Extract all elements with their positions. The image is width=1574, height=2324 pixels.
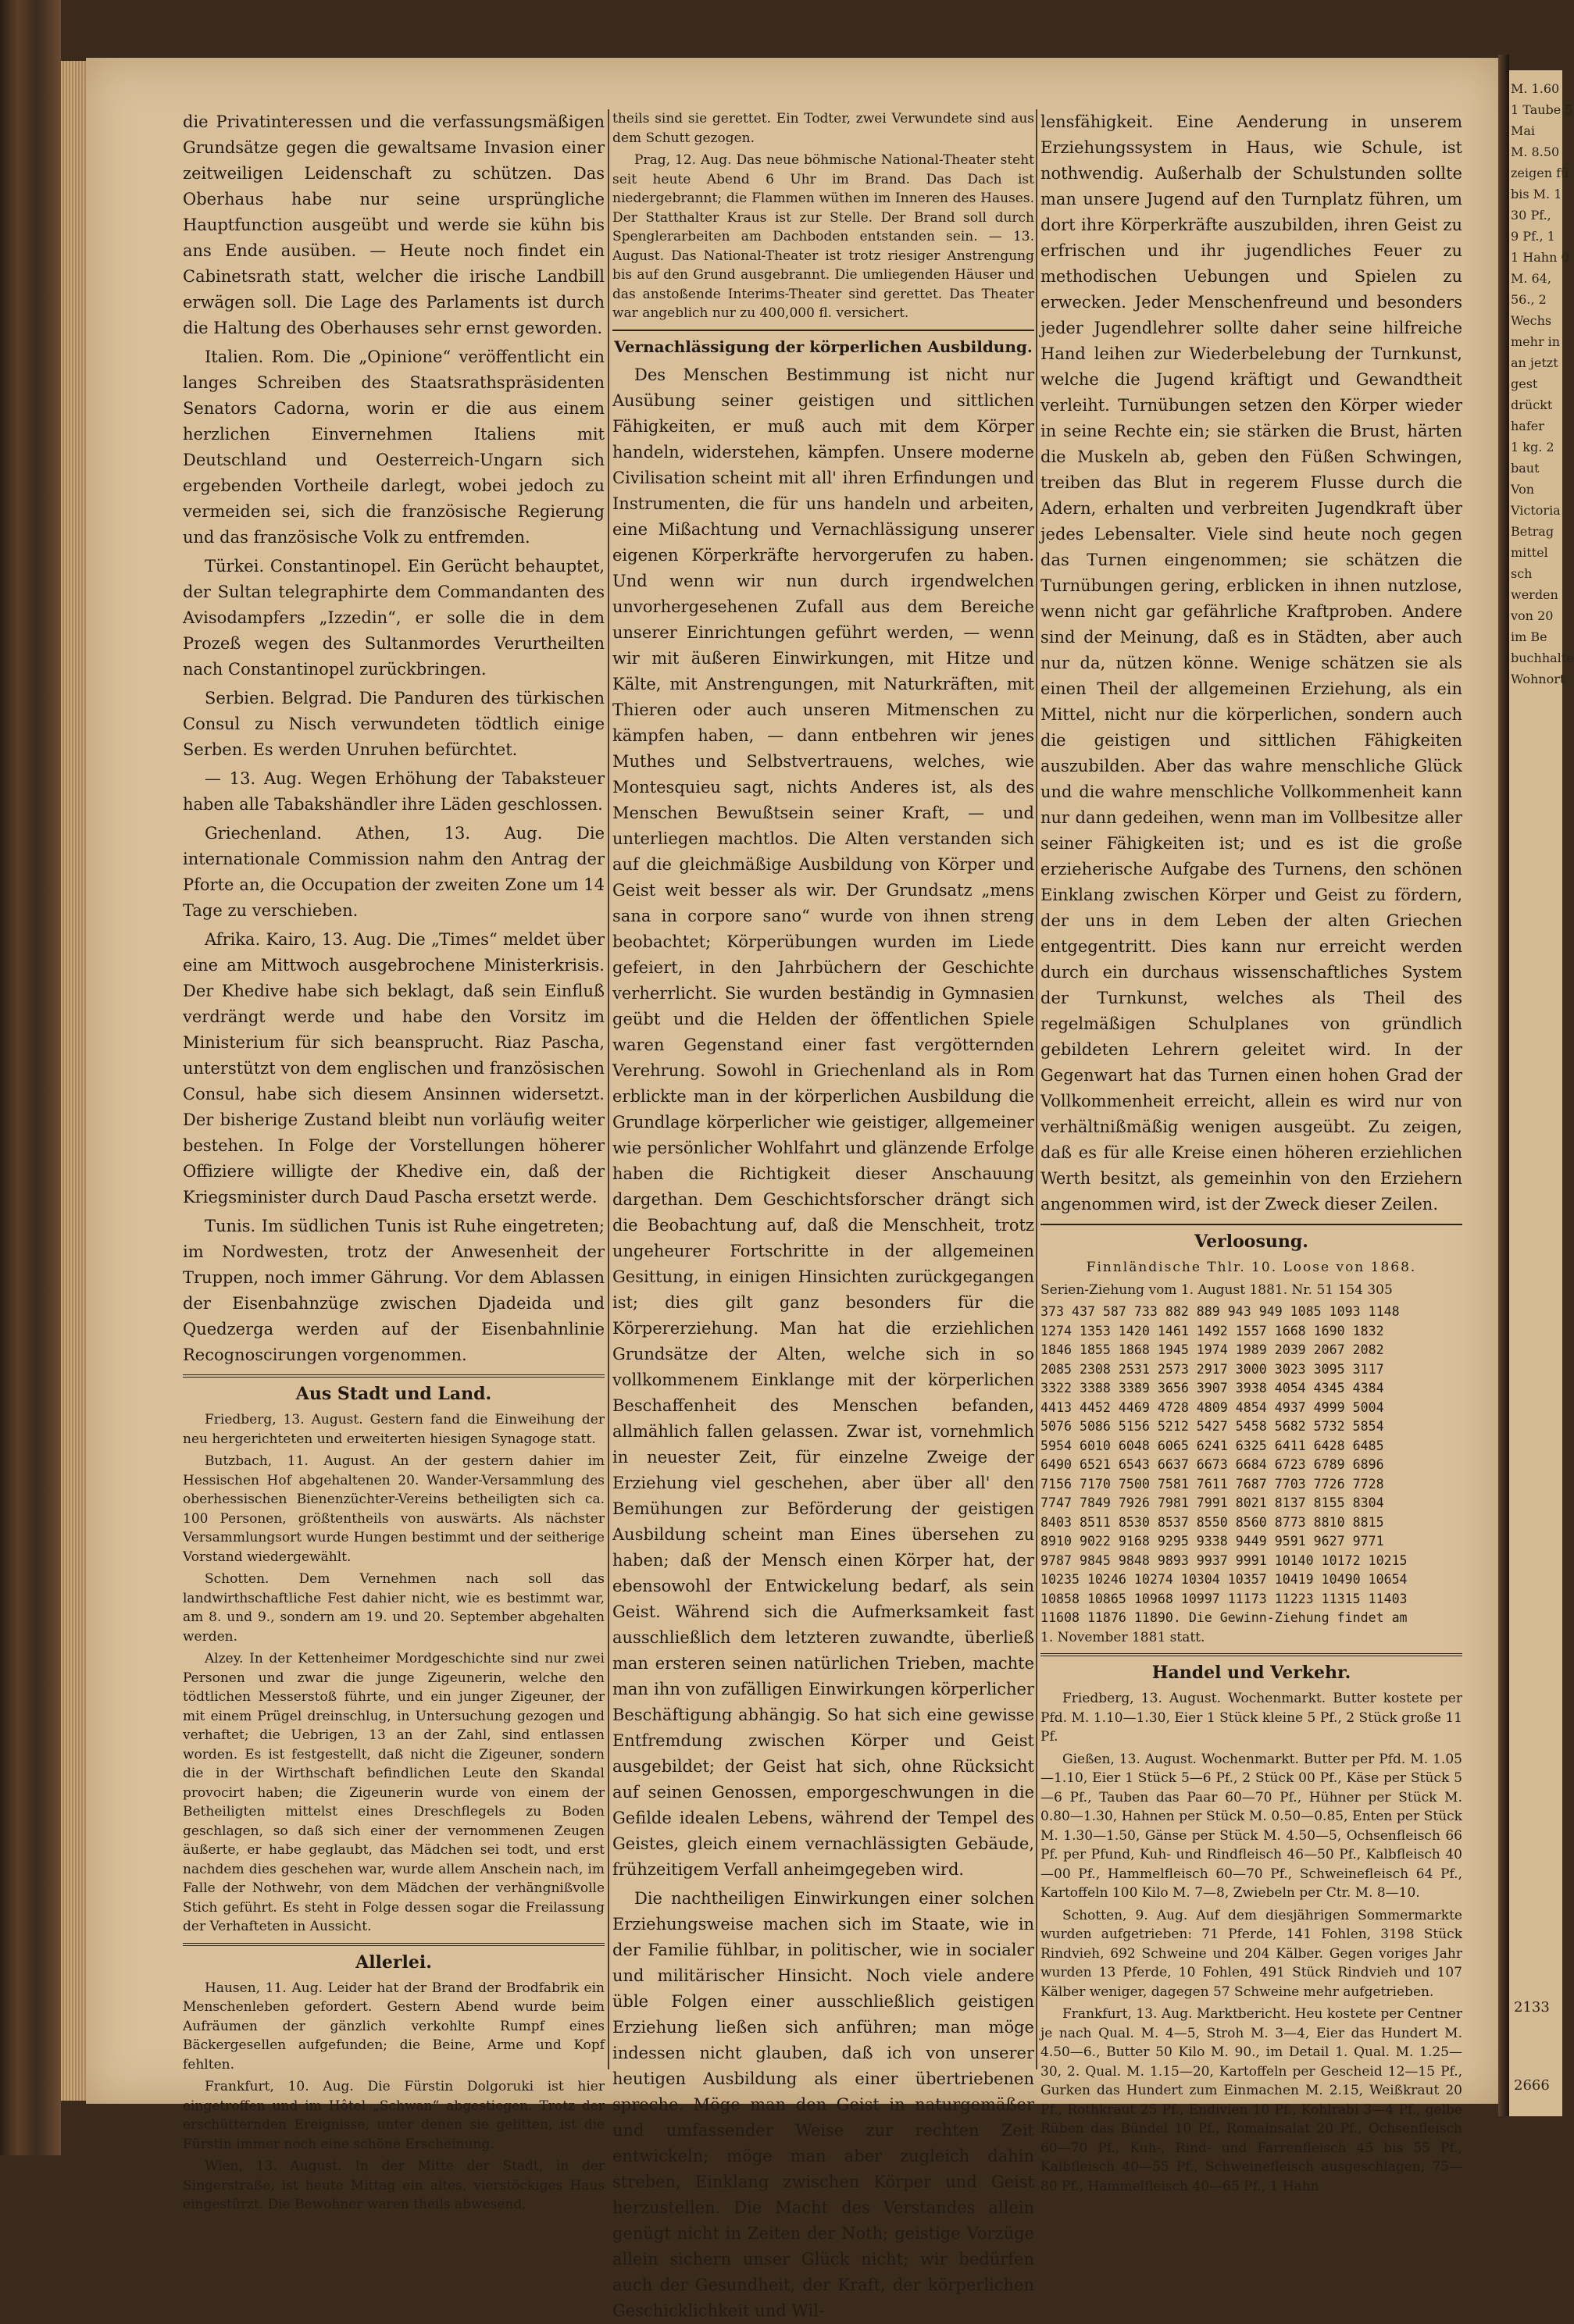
lottery-subtitle: Serien-Ziehung vom 1. August 1881. Nr. 51 154 305 bbox=[1040, 1281, 1393, 1298]
lottery-title: Finnländische Thlr. 10. Loose von 1868. bbox=[1086, 1260, 1417, 1275]
section-heading: Aus Stadt und Land. bbox=[295, 1384, 492, 1404]
article-paragraph: Die nachtheiligen Einwirkungen einer solchen Erziehungsweise machen sich im Staate, wie in der Familie fühlbar, in politischer, wie in socialer und militärischer Hinsicht. Noch viele andere üble Folgen einer ausschließlich geistigen Erziehung ließen sich anführen; man möge indessen nicht glauben, daß ich von unserer heutigen Ausbildung als einer übertriebenen spreche. Möge man den Geist in naturgemäßer und umfassender Weise zur rechten Zeit entwickeln; möge man aber zugleich dahin streben, Einklang zwischen Körper und Geist herzustellen. Die Macht des Verstandes allein genügt nicht in Zeiten der Noth; geistige Vorzüge allein sichern unser Glück nicht; wir bedürfen auch der Gesundheit, der Kraft, der körperlichen Geschicklichkeit und Wil- bbox=[612, 1888, 1034, 2320]
paragraph: Serbien. Belgrad. Die Panduren des türkischen Consul zu Nisch verwundeten tödtlich einige Serben. Es werden Unruhen befürchtet. bbox=[183, 689, 605, 759]
edge-text-fragment: mehr in bbox=[1511, 334, 1561, 349]
next-page-edge bbox=[1509, 70, 1574, 2116]
lottery-number-row: 10858 10865 10968 10997 11173 11223 11315 11403 bbox=[1040, 1591, 1408, 1606]
column-rule-1 bbox=[608, 109, 609, 2069]
section-divider bbox=[612, 330, 1034, 331]
section-heading: Handel und Verkehr. bbox=[1151, 1663, 1351, 1683]
column-1 bbox=[183, 109, 605, 2212]
market-report: Schotten, 9. Aug. Auf dem diesjährigen Sommermarkte wurden aufgetrieben: 71 Pferde, 141 Fohlen, 3198 Stück Rindvieh, 692 Schweine und 204 Kälber. Gegen voriges Jahr wurden 13 Pferde, 10 Fohlen, 491 Stück Rindvieh und 107 Kälber weniger, dagegen 57 Schweine mehr aufgetrieben. bbox=[1040, 1907, 1462, 2000]
edge-text-fragment: baut bbox=[1511, 461, 1540, 476]
news-item: Friedberg, 13. August. Gestern fand die Einweihung der neu hergerichteten und erweiterten hiesigen Synagoge statt. bbox=[183, 1412, 605, 1447]
edge-text-fragment: gest bbox=[1511, 376, 1538, 391]
lottery-number-row: 2085 2308 2531 2573 2917 3000 3023 3095 3117 bbox=[1040, 1361, 1384, 1377]
edge-text-fragment: drückt bbox=[1511, 397, 1553, 412]
edge-text-fragment: Von bbox=[1511, 482, 1535, 497]
book-gutter bbox=[1498, 55, 1509, 2116]
news-item: Schotten. Dem Vernehmen nach soll das landwirthschaftliche Fest dahier nicht, wie es bestimmt war, am 8. und 9., sondern am 19. und 20. September abgehalten werden. bbox=[183, 1571, 605, 1645]
edge-text-fragment: 56., 2 bbox=[1511, 292, 1547, 307]
edge-text-fragment: hafer bbox=[1511, 419, 1544, 433]
lottery-number-row: 9787 9845 9848 9893 9937 9991 10140 10172 10215 bbox=[1040, 1552, 1408, 1568]
market-report: Friedberg, 13. August. Wochenmarkt. Butter kostete per Pfd. M. 1.10—1.30, Eier 1 Stück kleine 5 Pf., 2 Stück große 11 Pf. bbox=[1040, 1691, 1462, 1745]
news-item: Hausen, 11. Aug. Leider hat der Brand der Brodfabrik ein Menschenleben gefordert. Gestern Abend wurde beim Aufräumen der gänzlich verkohlte Rumpf eines Bäckergesellen aufgefunden; die Beine, Arme und Kopf fehlten. bbox=[183, 1980, 605, 2073]
edge-text-fragment: 1 kg. 2 bbox=[1511, 440, 1554, 454]
page-edges bbox=[61, 61, 86, 2101]
lottery-numbers bbox=[1040, 1303, 1462, 1628]
paragraph: Afrika. Kairo, 13. Aug. Die „Times“ meldet über eine am Mittwoch ausgebrochene Ministerkrisis. Der Khedive habe sich beklagt, daß sein Einfluß verdrängt werde und habe den Vorsitz im Ministerium für sich beansprucht. Riaz Pascha, unterstützt von dem englischen und französischen Consul, habe sich diesem Ansinnen widersetzt. Der bisherige Zustand bleibt nun vorläufig weiter bestehen. In Folge der Vorstellungen höherer Offiziere willigte der Khedive ein, daß der Kriegsminister durch Daud Pascha ersetzt werde. bbox=[183, 930, 605, 1207]
edge-text-fragment: Mai bbox=[1511, 123, 1536, 138]
section-divider bbox=[183, 1374, 605, 1378]
edge-text-fragment: mittel bbox=[1511, 545, 1548, 560]
section-heading: Verloosung. bbox=[1194, 1232, 1308, 1252]
edge-text-fragment: M. 1.60 bbox=[1511, 81, 1560, 96]
section-heading: Allerlei. bbox=[355, 1952, 432, 1973]
lottery-number-row: 10235 10246 10274 10304 10357 10419 10490 10654 bbox=[1040, 1572, 1408, 1587]
paragraph: Italien. Rom. Die „Opinione“ veröffentlicht ein langes Schreiben des Staatsrathspräsidenten Senators Cadorna, worin er die aus einem herzlichen Einvernehmen Italiens mit Deutschland und Oesterreich-Ungarn sich ergebenden Vortheile darlegt, wobei jedoch zu vermeiden sei, sich die französische Regierung und das französische Volk zu entfremden. bbox=[183, 348, 605, 547]
news-item: Frankfurt, 10. Aug. Die Fürstin Dolgoruki ist hier eingetroffen und im Hôtel „Schwan“ abgestiegen. Trotz der erschütternden Ereignisse, unter denen sie gelitten, ist die Fürstin immer noch eine schöne Erscheinung. bbox=[183, 2079, 605, 2152]
news-item: Alzey. In der Kettenheimer Mordgeschichte sind nur zwei Personen und zwar die junge Zigeunerin, welche den tödtlichen Messerstoß führte, und ein junger Zigeuner, der mit einem Prügel dreinschlug, in Untersuchung gezogen und verhaftet; die Uebrigen, 13 an der Zahl, sind entlassen worden. Es ist festgestellt, daß nicht die Zigeuner, sondern die in der Wirthschaft befindlichen Leute den Skandal provocirt haben; die Zigeunerin wurde von einem der Betheiligten mittelst eines Dreschflegels zu Boden geschlagen, so daß sich einer der vernommenen Zeugen äußerte, er habe geglaubt, das Mädchen sei todt, und erst nachdem dies geschehen war, wurde allem Anschein nach, im Falle der Nothwehr, von dem Mädchen der verhängnißvolle Stich geführt. Es steht in Folge dessen sogar die Freilassung der Verhafteten in Aussicht. bbox=[183, 1651, 605, 1934]
section-divider bbox=[183, 1943, 605, 1946]
edge-text-fragment: 9 Pf., 1 bbox=[1511, 229, 1555, 244]
column-rule-2 bbox=[1036, 109, 1037, 2069]
lottery-number-row: 1274 1353 1420 1461 1492 1557 1668 1690 1832 bbox=[1040, 1323, 1384, 1338]
column-2 bbox=[612, 109, 1034, 2320]
lottery-number-row: 11608 11876 11890. Die Gewinn-Ziehung findet am bbox=[1040, 1610, 1408, 1625]
edge-text-fragment: von 20 bbox=[1511, 608, 1554, 623]
lottery-number-row: 7747 7849 7926 7981 7991 8021 8137 8155 8304 bbox=[1040, 1495, 1384, 1510]
lottery-number-row: 7156 7170 7500 7581 7611 7687 7703 7726 7728 bbox=[1040, 1476, 1384, 1492]
article-heading: Vernachlässigung der körperlichen Ausbildung. bbox=[614, 337, 1033, 356]
section-divider bbox=[1040, 1653, 1462, 1656]
news-item: theils sind sie gerettet. Ein Todter, zwei Verwundete sind aus dem Schutt gezogen. bbox=[612, 111, 1034, 146]
paragraph: die Privatinteressen und die verfassungsmäßigen Grundsätze gegen die gewaltsame Invasion einer zeitweiligen Leidenschaft zu schützen. Das Oberhaus habe nur seine ursprüngliche Hauptfunction ausgeübt und werde sie kühn bis ans Ende ausüben. — Heute noch findet ein Cabinetsrath statt, welcher die irische Landbill erwägen soll. Die Lage des Parlaments ist durch die Haltung des Oberhauses sehr ernst geworden. bbox=[183, 112, 605, 337]
page-number-bottom: 2666 bbox=[1514, 2077, 1550, 2094]
article-paragraph: lensfähigkeit. Eine Aenderung in unserem Erziehungssystem in Haus, wie Schule, ist nothwendig. Außerhalb der Schulstunden sollte man unsere Jugend auf den Turnplatz führen, um dort ihre Körperkräfte auszubilden, ihren Geist zu erfrischen und ihr jugendliches Feuer zu methodischen Uebungen und Spielen zu erwecken. Jeder Menschenfreund und besonders jeder Jugendlehrer sollte daher seine hilfreiche Hand leihen zur Wiederbelebung der Turnkunst, welche die Jugend kräftigt und Gewandtheit verleiht. Turnübungen setzen den Körper wieder in seine Rechte ein; sie stärken die Brust, härten die Muskeln ab, geben den Füßen Schwingen, treiben das Blut in regerem Flusse durch die Adern, erhalten und verbreiten Jugendkraft über jedes Lebensalter. Viele sind heute noch gegen das Turnen eingenommen; sie schätzen die Turnübungen gering, erblicken in ihnen nutzlose, wenn nicht gar gefährliche Kraftproben. Andere sind der Meinung, daß es in Städten, aber auch nur da, nützen könne. Wenige schätzen sie als einen Theil der allgemeinen Erziehung, als ein Mittel, nicht nur die körperlichen, sondern auch die geistigen und sittlichen Fähigkeiten auszubilden. Aber das wahre menschliche Glück und die wahre menschliche Vollkommenheit kann nur dann gedeihen, wenn man im Vollbesitze aller seiner Fähigkeiten ist; und es ist die große erzieherische Aufgabe des Turnens, den schönen Einklang zwischen Körper und Geist zu fördern, der uns in dem Leben der alten Griechen entgegentritt. Dies kann nur erreicht werden durch ein durchaus wissenschaftliches System der Turnkunst, welches als Theil des regelmäßigen Schulplanes von gründlich gebildeten Lehrern geleitet wird. In der Gegenwart hat das Turnen einen hohen Grad der Vollkommenheit erreicht, allein es wird nur von verhältnißmäßig wenigen ausgeübt. Zu zeigen, daß es für alle Kreise einen höheren erziehlichen Werth besitzt, als gemeinhin von den Erziehern angenommen wird, ist der Zweck dieser Zeilen. bbox=[1040, 112, 1462, 1214]
lottery-number-row: 5076 5086 5156 5212 5427 5458 5682 5732 5854 bbox=[1040, 1419, 1384, 1434]
page-number: 2133 bbox=[1514, 1999, 1550, 2016]
column-3 bbox=[1040, 109, 1462, 2194]
section-divider bbox=[1040, 1224, 1462, 1225]
edge-text-fragment: 30 Pf., bbox=[1511, 208, 1551, 223]
edge-text-fragment: 1 Hahn 0 bbox=[1511, 250, 1569, 265]
edge-text-fragment: sch bbox=[1511, 566, 1533, 581]
edge-text-fragment: buchhalte bbox=[1511, 651, 1574, 665]
lottery-number-row: 5954 6010 6048 6065 6241 6325 6411 6428 6485 bbox=[1040, 1438, 1384, 1453]
edge-text-fragment: M. 8.50 bbox=[1511, 144, 1560, 159]
edge-text-fragment: bis M. 1 bbox=[1511, 187, 1562, 201]
paragraph: Tunis. Im südlichen Tunis ist Ruhe eingetreten; im Nordwesten, trotz der Anwesenheit der Truppen, noch immer Gährung. Vor dem Ablassen der Eisenbahnzüge zwischen Djadeida und Quedzerga werden auf der Eisenbahnlinie Recognoscirungen vorgenommen. bbox=[183, 1217, 605, 1364]
lottery-number-row: 8403 8511 8530 8537 8550 8560 8773 8810 8815 bbox=[1040, 1514, 1384, 1530]
lottery-number-row: 8910 9022 9168 9295 9338 9449 9591 9627 9771 bbox=[1040, 1534, 1384, 1549]
edge-text-fragment: M. 64, bbox=[1511, 271, 1551, 286]
edge-text-fragment: werden bbox=[1511, 587, 1558, 602]
edge-text-fragment: Wechs bbox=[1511, 313, 1552, 328]
paragraph: — 13. Aug. Wegen Erhöhung der Tabaksteuer haben alle Tabakshändler ihre Läden geschlossen. bbox=[183, 769, 605, 814]
lottery-note: 1. November 1881 statt. bbox=[1040, 1629, 1205, 1645]
lottery-number-row: 4413 4452 4469 4728 4809 4854 4937 4999 5004 bbox=[1040, 1399, 1384, 1415]
edge-text-fragment: Wohnort bbox=[1511, 672, 1565, 686]
lottery-number-row: 3322 3388 3389 3656 3907 3938 4054 4345 4384 bbox=[1040, 1381, 1384, 1395]
edge-text-fragment: 1 Taube 5 bbox=[1511, 102, 1573, 117]
market-report: Gießen, 13. August. Wochenmarkt. Butter per Pfd. M. 1.05—1.10, Eier 1 Stück 5—6 Pf., 2 Stück 00 Pf., Käse per Stück 5—6 Pf., Tauben das Paar 60—70 Pf., Hühner per Stück M. 0.80—1.30, Hahnen per Stück M. 0.50—0.85, Enten per Stück M. 1.30—1.50, Gänse per Stück M. 4.50—5, Ochsenfleisch 66 Pf. per Pfund, Kuh- und Rindfleisch 46—50 Pf., Kalbfleisch 40—00 Pf., Hammelfleisch 60—70 Pf., Schweinefleisch 64 Pf., Kartoffeln 100 Kilo M. 7—8, Zwiebeln per Ctr. M. 8—10. bbox=[1040, 1751, 1462, 1901]
market-report: Frankfurt, 13. Aug. Marktbericht. Heu kostete per Centner je nach Qual. M. 4—5, Stroh M. 3—4, Eier das Hundert M. 4.50—6., Butter 50 Kilo M. 90., im Detail 1. Qual. M. 1.25—30, 2. Qual. M. 1.15—20, Kartoffeln per Gescheid 12—15 Pf., Gurken das Hundert zum Einmachen M. 2.15, Weißkraut 20 Pf., Rothkraut 25 Pf., Endivien 10 Pf., Kohlrabi 3—4 Pf., gelbe Rüben das Bündel 10 Pf., Romainsalat 20 Pf., Ochsenfleisch 60—70 Pf., Kuh-, Rind- und Farrenfleisch 45 bis 55 Pf., Kalbfleisch 40—55 Pf., Schweinefleisch ausgeschlagen, 75—80 Pf., Hammelfleisch 40—65 Pf., 1 Hahn bbox=[1040, 2006, 1462, 2194]
news-item: Wien, 13. August. In der Mitte der Stadt, in der Singerstraße, ist heute Mittag ein altes, vierstöckiges Haus eingestürzt. Die Bewohner waren theils abwesend, bbox=[183, 2158, 605, 2212]
lottery-number-row: 6490 6521 6543 6637 6673 6684 6723 6789 6896 bbox=[1040, 1457, 1384, 1472]
edge-text-fragment: im Be bbox=[1511, 629, 1547, 644]
lottery-number-row: 373 437 587 733 882 889 943 949 1085 1093 1148 bbox=[1040, 1304, 1400, 1319]
edge-text-fragment: Betrag bbox=[1511, 524, 1554, 539]
book-binding bbox=[0, 0, 61, 2155]
edge-text-fragment: Victoria bbox=[1511, 503, 1561, 518]
paragraph: Griechenland. Athen, 13. Aug. Die internationale Commission nahm den Antrag der Pforte an, die Occupation der zweiten Zone um 14 Tage zu verschieben. bbox=[183, 824, 605, 920]
lottery-number-row: 1846 1855 1868 1945 1974 1989 2039 2067 2082 bbox=[1040, 1342, 1384, 1357]
news-item: Butzbach, 11. August. An der gestern dahier im Hessischen Hof abgehaltenen 20. Wander-Versammlung des oberhessischen Bienenzüchter-Vereins betheiligten sich ca. 100 Personen, größtentheils von auswärts. Als nächster Versammlungsort wurde Hungen bestimmt und der seitherige Vorstand wiedergewählt. bbox=[183, 1453, 605, 1565]
edge-text-fragment: zeigen fü bbox=[1511, 166, 1569, 180]
edge-text-fragment: an jetzt bbox=[1511, 355, 1558, 370]
news-item: Prag, 12. Aug. Das neue böhmische National-Theater steht seit heute Abend 6 Uhr im Brand. Das Dach ist niedergebrannt; die Flammen wüthen im Inneren des Hauses. Der Statthalter Kraus ist zur Stelle. Der Brand soll durch Spenglerarbeiten am Dachboden entstanden sein. — 13. August. Das National-Theater ist trotz riesiger Anstrengung bis auf den Grund ausgebrannt. Die umliegenden Häuser und das anstoßende Interims-Theater sind gerettet. Das Theater war angeblich nur zu 400,000 fl. versichert. bbox=[612, 152, 1034, 321]
paragraph: Türkei. Constantinopel. Ein Gerücht behauptet, der Sultan telegraphirte dem Commandanten des Avisodampfers „Izzedin“, er solle die in dem Prozeß wegen des Sultanmordes Verurtheilten nach Constantinopel zurückbringen. bbox=[183, 557, 605, 679]
article-paragraph: Des Menschen Bestimmung ist nicht nur Ausübung seiner geistigen und sittlichen Fähigkeiten, er muß auch mit dem Körper handeln, widerstehen, kämpfen. Unsere moderne Civilisation scheint mit all' ihren Erfindungen und Instrumenten, die für uns handeln und arbeiten, eine Mißachtung und Vernachlässigung unserer eigenen Körperkräfte hervorgerufen zu haben. Und wenn wir nun durch irgendwelchen unvorhergesehenen Zufall aus dem Bereiche unserer Einrichtungen geführt werden, — wenn wir mit äußeren Einwirkungen, mit Hitze und Kälte, mit Anstrengungen, mit Naturkräften, mit Thieren oder auch unseren Mitmenschen zu kämpfen haben, — dann entbehren wir jenes Muthes und Selbstvertrauens, welches, wie Montesquieu sagt, nichts Anderes ist, als des Menschen Bewußtsein seiner Kraft, — und unterliegen machtlos. Die Alten verstanden sich auf die gleichmäßige Ausbildung von Körper und Geist weit besser als wir. Der Grundsatz „mens sana in corpore sano“ wurde von ihnen streng beobachtet; Körperübungen wurden im Liede gefeiert, in den Jahrbüchern der Geschichte verherrlicht. Sie wurden beständig in Gymnasien geübt und die Helden der öffentlichen Spiele waren Gegenstand einer fast vergötternden Verehrung. Sowohl in Griechenland als in Rom erblickte man in der körperlichen Ausbildung die Grundlage körperlicher wie geistiger, allgemeiner wie persönlicher Wohlfahrt und glänzende Erfolge haben die Richtigkeit dieser Anschauung dargethan. Dem Geschichtsforscher drängt sich die Beobachtung auf, daß die Menschheit, trotz ungeheurer Fortschritte in der allgemeinen Gesittung, in einigen Hinsichten zurückgegangen ist; dies gilt ganz besonders für die Körpererziehung. Man hat die erziehlichen Grundsätze der Alten, welche sich in so vollkommenem Einklange mit der körperlichen Beschaffenheit des Menschen befanden, allmählich fallen gelassen. Zwar ist, vornehmlich in neuester Zeit, für einzelne Zweige der Erziehung viel geschehen, aber über all' den Bemühungen zur Beförderung der geistigen Ausbildung scheint man Eines übersehen zu haben; daß der Mensch einen Körper hat, der ebensowohl der Entwickelung bedarf, als sein Geist. Während sich die Aufmerksamkeit fast ausschließlich dem letzteren zuwandte, überließ man ersteren seinen natürlichen Trieben, machte man ihn von zufälligen Einwirkungen körperlicher Beschäftigung abhängig. So hat sich eine gewisse Entfremdung zwischen Körper und Geist ausgebildet; der Geist hat sich, ohne Rücksicht auf seinen Genossen, emporgeschwungen in die Gefilde idealen Lebens, während der Tempel des Geistes, gleich einem vernachlässigten Gebäude, frühzeitigem Verfall anheimgegeben wird. bbox=[612, 365, 1034, 1879]
